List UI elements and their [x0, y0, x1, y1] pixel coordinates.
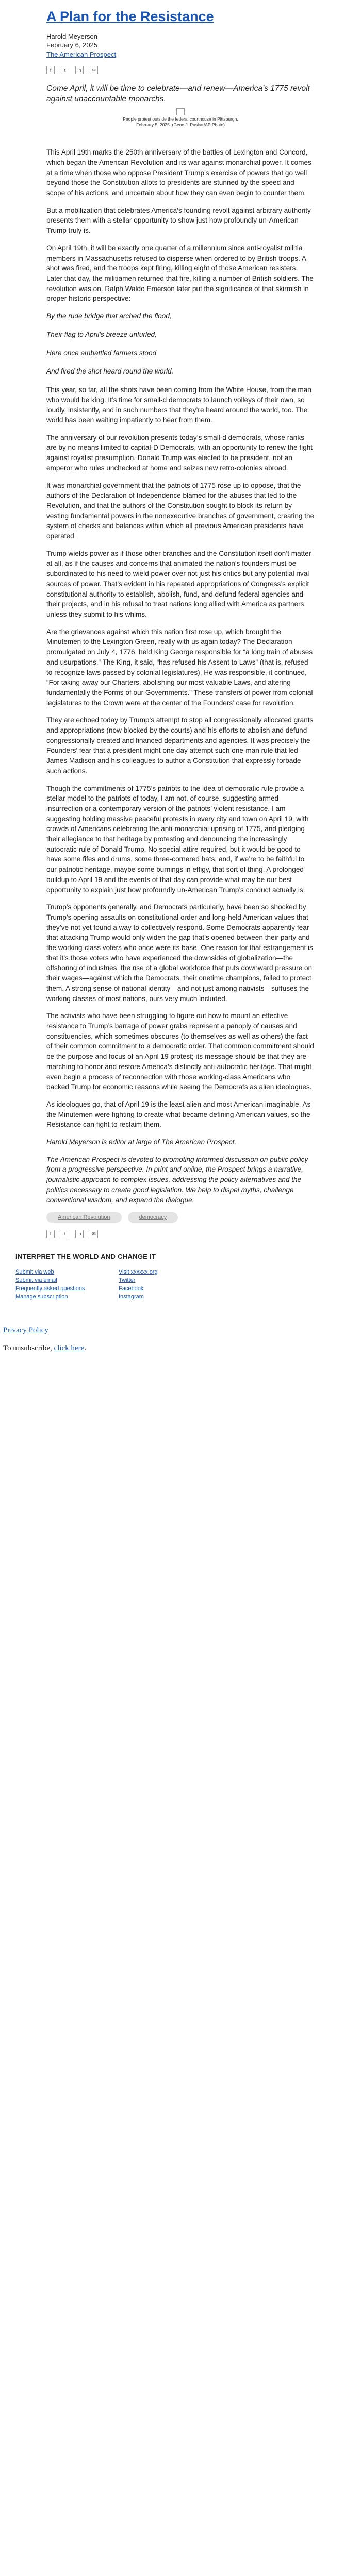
- paragraph: Trump wields power as if those other branches and the Constitution itself don’t matter at all, as if the causes and concerns that animated the nation’s founders must be subordinated to his need to wield power over not just his critics but any potential rival sources of power. That’s evident in his repeated appropriations of Congress’s explicit constitutional authority to establish, abolish, fund, and defund federal agencies and their projects, and in his refusal to treat nations long allied with America as partners unless they submit to his whims.: [46, 549, 311, 618]
- paragraph: Trump’s opponents generally, and Democrats particularly, have been so shocked by Trump’s opening assaults on constitutional order and long-held American values that they’ve not yet found a way to collectively respond. Some Democrats apparently fear that attacking Trump would only widen the gap that’s opened between their party and the working-class voters who once were its base. One reason for that estrangement is that it’s those voters who have experienced the downsides of globalization—the offshoring of industries, the rise of a global workforce that puts downward pressure on their wages—against which the Democrats, their onetime champions, failed to protect them. A strong sense of national identity—and not just among nativists—suffuses the working classes of most nations, ours very much included.: [46, 903, 313, 1003]
- email-icon[interactable]: ✉: [90, 1230, 98, 1238]
- instagram-link[interactable]: Instagram: [119, 1294, 144, 1300]
- paragraph: The activists who have been struggling to figure out how to mount an effective resistance to Trump’s barrage of power grabs represent a panoply of causes and constituencies, which sometimes obscures (to themselves as well as others) the fact of their common commitment to a democratic order. That common commitment should be the purpose and focus of an April 19 protest; its message should be that they are marching to honor and restore America’s distinctly anti-autocratic heritage. That might even begin a process of reconnection with those working-class Americans who backed Trump for economic reasons while seeing the Democrats as alien ideologues.: [46, 1012, 314, 1091]
- verse-line: And fired the shot heard round the world.: [46, 367, 174, 376]
- twitter-link[interactable]: Twitter: [119, 1277, 136, 1284]
- submit-email-link[interactable]: Submit via email: [15, 1277, 57, 1284]
- photo-placeholder-icon: [176, 108, 185, 115]
- twitter-icon[interactable]: t: [61, 66, 69, 74]
- article-dek: Come April, it will be time to celebrate—and renew—America’s 1775 revolt against unaccountable monarchs.: [46, 84, 310, 104]
- paragraph: Though the commitments of 1775’s patriots to the idea of democratic rule provide a stellar model to the patriots of today, I am not, of course, suggesting armed insurrection or a contemporary version of the patriots’ violent resistance. I am suggesting holding massive peaceful protests in every city and town on April 19, with crowds of Americans celebrating the anti-monarchial uprising of 1775, and pledging their allegiance to that heritage by protesting and denouncing the increasingly autocratic rule of Donald Trump. No special attire required, but it would be good to have some fifes and drums, some three-cornered hats, and, if we’re to be faithful to our patriotic heritage, maybe some burnings in effigy, that sort of thing. A prolonged buildup to April 19 and the events of that day can provide what may be our best opportunity to explain just how profoundly un-American Trump’s conduct actually is.: [46, 784, 309, 894]
- facebook-icon[interactable]: f: [46, 66, 55, 74]
- article-title[interactable]: A Plan for the Resistance: [46, 9, 214, 24]
- footer-links: [15, 1268, 346, 1301]
- unsubscribe-suffix: .: [84, 1344, 86, 1352]
- tag-american-revolution[interactable]: American Revolution: [46, 1212, 122, 1223]
- facebook-icon[interactable]: f: [46, 1230, 55, 1238]
- footer-links-left: [15, 1268, 119, 1301]
- paragraph: The anniversary of our revolution presents today’s small-d democrats, whose ranks are by no means limited to capital-D Democrats, with an opportunity to renew the fight against royalist presumption. Donald Trump was elected to be president, not an emperor who rules unchecked at home and seizes new retro-colonies abroad.: [46, 433, 313, 472]
- newsletter-footer: [10, 1252, 351, 1301]
- paragraph: This April 19th marks the 250th anniversary of the battles of Lexington and Concord, which began the American Revolution and its war against monarchial power. It comes at a time when those who oppose President Trump’s exercise of powers that go well beyond those the Constitution allots to presidents are stunned by the speed and scope of his actions, and uncertain about how they can even begin to counter them.: [46, 148, 311, 197]
- twitter-icon[interactable]: t: [61, 1230, 69, 1238]
- tag-democracy[interactable]: democracy: [128, 1212, 178, 1223]
- paragraph: Are the grievances against which this nation first rose up, which brought the Minutemen to the Lexington Green, really with us again today? The Declaration promulgated on July 4, 1776, held King George responsible for “a long train of abuses and usurpations.” The King, it said, “has refused his Assent to Laws” (that is, refused to recognize laws passed by colonial legislatures). He was responsible, it continued, “For taking away our Charters, abolishing our most valuable Laws, and altering fundamentally the Forms of our Governments.” These transfers of power from colonial legislatures to the Crown were at the center of the Founders’ case for revolution.: [46, 628, 313, 707]
- paragraph: But a mobilization that celebrates America’s founding revolt against arbitrary authority presents them with a stellar opportunity to show just how profoundly un-American Trump truly is.: [46, 206, 311, 235]
- verse-line: Their flag to April’s breeze unfurled,: [46, 330, 157, 338]
- faq-link[interactable]: Frequently asked questions: [15, 1285, 85, 1292]
- paragraph: They are echoed today by Trump’s attempt to stop all congressionally allocated grants and appropriations (now blocked by the courts) and his efforts to abolish and defund congressionally created and financed departments and agencies. It was precisely the Founders’ fear that a president might one day attempt such one-man rule that led James Madison and his colleagues to author a Constitution that expressly forbade such actions.: [46, 716, 314, 775]
- manage-subscription-link[interactable]: Manage subscription: [15, 1294, 68, 1300]
- privacy-policy-link[interactable]: Privacy Policy: [3, 1326, 48, 1334]
- email-footer: [0, 1301, 361, 1353]
- submit-web-link[interactable]: Submit via web: [15, 1269, 54, 1276]
- share-row-top: [46, 66, 315, 74]
- author-bio: Harold Meyerson is editor at large of The American Prospect.: [46, 1138, 237, 1146]
- footer-heading: INTERPRET THE WORLD AND CHANGE IT: [15, 1252, 156, 1261]
- paragraph: On April 19th, it will be exactly one quarter of a millennium since anti-royalist militia members in Massachusetts refused to disperse when ordered to by British troops. A shot was fired, and the troops kept firing, killing eight of those American resisters. Later that day, the militiamen returned that fire, killing a number of British soldiers. The revolution was on. Ralph Waldo Emerson later put the significance of that skirmish in proper historic perspective:: [46, 244, 314, 303]
- verse-line: By the rude bridge that arched the flood,: [46, 312, 172, 320]
- about-publication: The American Prospect is devoted to promoting informed discussion on public policy from a progressive perspective. In print and online, the Prospect brings a narrative, journalistic approach to complex issues, addressing the policy alternatives and the politics necessary to create good legislation. We help to dispel myths, challenge conventional wisdom, and expand the dialogue.: [46, 1155, 308, 1204]
- facebook-link[interactable]: Facebook: [119, 1285, 144, 1292]
- article-meta: [46, 32, 315, 59]
- verse-line: Here once embattled farmers stood: [46, 349, 157, 357]
- footer-links-right: [119, 1268, 222, 1301]
- photo-figure: [119, 108, 242, 128]
- paragraph: As ideologues go, that of April 19 is the least alien and most American imaginable. As the Minutemen were fighting to create what became defining American values, so the Resistance can fight to reclaim them.: [46, 1100, 311, 1129]
- photo-caption: People protest outside the federal courthouse in Pittsburgh, February 5, 2025. (Gene J. Puskar/AP Photo): [123, 116, 238, 128]
- share-row-bottom: [46, 1230, 315, 1238]
- paragraph: It was monarchial government that the patriots of 1775 rose up to oppose, that the authors of the Declaration of Independence blamed for the abuses that led to the Revolution, and that the authors of the Constitution sought to block its return by vesting fundamental powers in the nonexecutive branches of government, creating the system of checks and balances within which all previous American presidents have operated.: [46, 481, 315, 540]
- unsubscribe-link[interactable]: click here: [54, 1344, 85, 1352]
- visit-site-link[interactable]: Visit xxxxxx.org: [119, 1269, 158, 1276]
- paragraph: This year, so far, all the shots have been coming from the White House, from the man who would be king. It’s time for small-d democrats to launch volleys of their own, so loudly, insistently, and in such numbers that they’re heard around the world, too. The world has been waiting impatiently to hear from them.: [46, 385, 311, 425]
- article-body: [46, 147, 315, 1205]
- linkedin-icon[interactable]: in: [75, 66, 84, 74]
- publication-link[interactable]: The American Prospect: [46, 50, 117, 58]
- author: Harold Meyerson: [46, 32, 97, 40]
- unsubscribe-line: [3, 1344, 358, 1353]
- article-container: [46, 0, 315, 1238]
- publish-date: February 6, 2025: [46, 41, 98, 49]
- tag-list: [46, 1212, 315, 1223]
- linkedin-icon[interactable]: in: [75, 1230, 84, 1238]
- email-icon[interactable]: ✉: [90, 66, 98, 74]
- unsubscribe-prefix: To unsubscribe,: [3, 1344, 54, 1352]
